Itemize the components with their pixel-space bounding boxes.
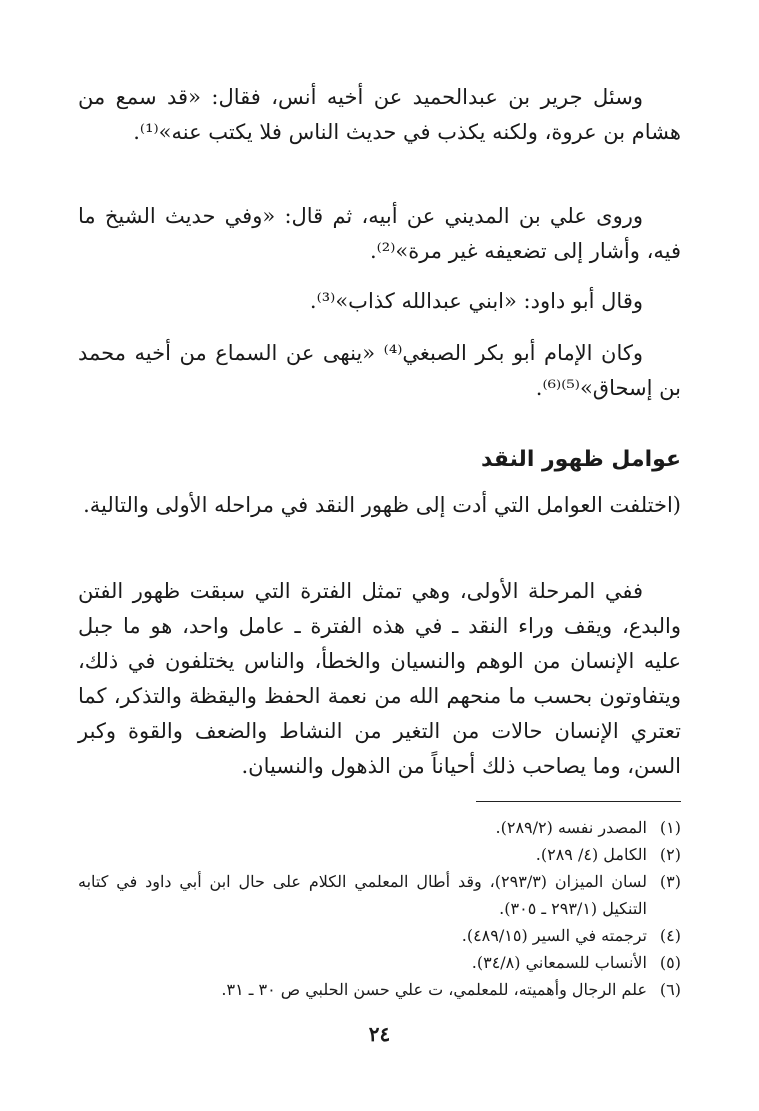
footnote-4: [78, 922, 681, 949]
footnote-5: [78, 949, 681, 976]
footnote-1: [78, 814, 681, 841]
footnote-number: (٣): [659, 872, 681, 891]
paragraph-factors-intro: (اختلفت العوامل التي أدت إلى ظهور النقد في مراحله الأولى والتالية.: [83, 493, 681, 517]
book-page: [78, 0, 681, 1111]
footnote-text: ترجمته في السير (٤٨٩/١٥).: [461, 926, 647, 945]
footnote-2: [78, 841, 681, 868]
footnote-text: لسان الميزان (٢٩٣/٣)، وقد أطال المعلمي الكلام على حال ابن أبي داود في كتابه التنكيل (٢٩٣/١ ـ ٣٠٥).: [78, 872, 648, 918]
footnote-number: (٦): [659, 980, 681, 999]
footnote-3: [78, 868, 681, 922]
paragraph-first-stage: ففي المرحلة الأولى، وهي تمثل الفترة التي سبقت ظهور الفتن والبدع، ويقف وراء النقد ـ في هذه الفترة ـ عامل واحد، هو ما جبل عليه الإنسان من الوهم والنسيان والخطأ، والناس يختلفون في ذلك، ويتفاوتون بحسب ما منحهم الله من نعمة الحفظ واليقظة والتذكر، كما تعتري الإنسان حالات من التغير من النشاط والضعف والقوة وكبر السن، وما يصاحب ذلك أحياناً من الذهول والنسيان.: [78, 579, 681, 778]
paragraph-ali-ibn-madini: وروى علي بن المديني عن أبيه، ثم قال: «وفي حديث الشيخ ما فيه، وأشار إلى تضعيفه غير مرة»⁽²⁾.: [78, 204, 681, 263]
page-number: ٢٤: [368, 1022, 391, 1046]
footnote-number: (٤): [659, 926, 681, 945]
footnote-separator: [476, 801, 681, 802]
footnote-text: الكامل (٤/ ٢٨٩).: [535, 845, 647, 864]
footnote-text: الأنساب للسمعاني (٣٤/٨).: [471, 953, 647, 972]
paragraph-jarir: وسئل جرير بن عبدالحميد عن أخيه أنس، فقال: «قد سمع من هشام بن عروة، ولكنه يكذب في حديث الناس فلا يكتب عنه»⁽¹⁾.: [78, 85, 681, 144]
footnote-text: علم الرجال وأهميته، للمعلمي، ت علي حسن الحلبي ص ٣٠ ـ ٣١.: [221, 980, 647, 999]
footnote-6: [78, 976, 681, 1003]
paragraph-abu-bakr-sibghi: وكان الإمام أبو بكر الصبغي⁽⁴⁾ «ينهى عن السماع من أخيه محمد بن إسحاق»⁽⁵⁾⁽⁶⁾.: [78, 341, 681, 400]
paragraph-abu-dawud: وقال أبو داود: «ابني عبدالله كذاب»⁽³⁾.: [309, 289, 643, 313]
footnote-number: (١): [659, 818, 681, 837]
footnote-text: المصدر نفسه (٢٨٩/٢).: [495, 818, 647, 837]
footnote-number: (٢): [659, 845, 681, 864]
footnotes-list: [78, 814, 681, 1003]
section-heading: عوامل ظهور النقد: [481, 447, 681, 472]
footnote-number: (٥): [659, 953, 681, 972]
